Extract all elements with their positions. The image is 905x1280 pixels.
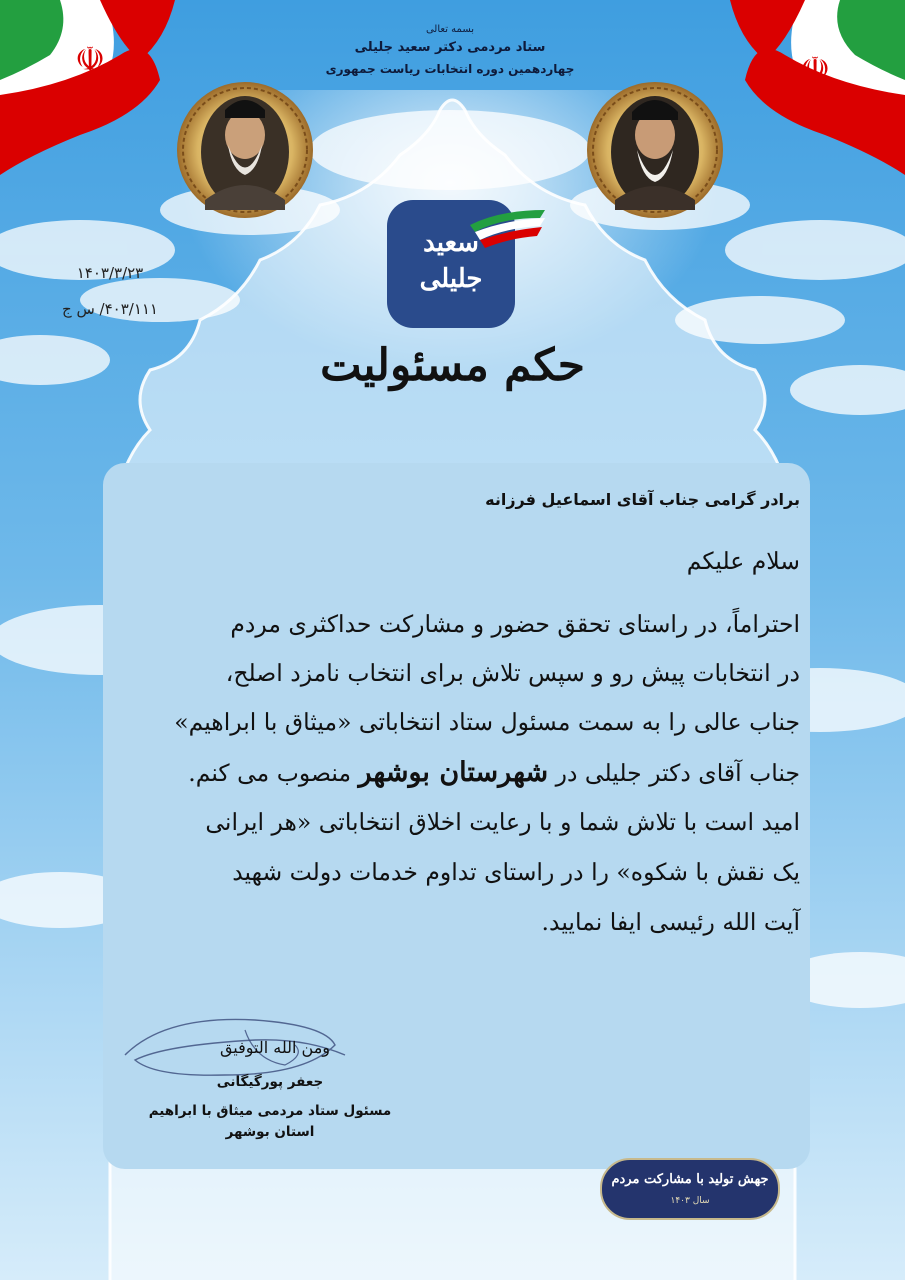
line4-before: جناب آقای دکتر جلیلی در: [548, 759, 800, 787]
letter-date: ۱۴۰۳/۳/۲۳: [76, 264, 144, 282]
footer-badge-text: جهش تولید با مشارکت مردم: [611, 1172, 769, 1187]
logo-text-line1: سعید: [423, 228, 479, 258]
letter-line-6: یک نقش با شکوه» را در راستای تداوم خدمات دولت شهید: [232, 858, 800, 886]
letter-number: ۴۰۳/۱۱۱/ س ج: [62, 300, 158, 318]
letter-line-4: [125, 757, 800, 788]
signer-title-line2: استان بوشهر: [225, 1124, 315, 1140]
letter-line-3: جناب عالی را به سمت مسئول ستاد انتخاباتی «میثاق با ابراهیم»: [174, 708, 800, 736]
logo-text-line2: جلیلی: [419, 264, 483, 294]
left-flag-emblem-icon: ☫: [74, 40, 106, 80]
election-title: چهاردهمین دوره انتخابات ریاست جمهوری: [325, 62, 575, 76]
letter-line-1: احتراماً، در راستای تحقق حضور و مشارکت حداکثری مردم: [230, 610, 800, 638]
bismillah: بسمه تعالی: [425, 24, 475, 35]
footer-badge-year: سال ۱۴۰۳: [670, 1196, 710, 1206]
right-flag-emblem-icon: ☫: [799, 50, 831, 90]
letter-line-7: آیت الله رئیسی ایفا نمایید.: [541, 908, 800, 936]
line4-after: منصوب می کنم.: [188, 759, 359, 787]
signer-name: جعفر پورگیگانی: [216, 1074, 324, 1090]
letter-line-2: در انتخابات پیش رو و سپس تلاش برای انتخاب نامزد اصلح،: [225, 659, 800, 687]
footer-badge: [600, 1158, 780, 1220]
right-portrait-frame: [587, 82, 723, 218]
letter-line-5: امید است با تلاش شما و با رعایت اخلاق انتخاباتی «هر ایرانی: [205, 808, 800, 836]
page-title: حکم مسئولیت: [320, 340, 585, 391]
signer-title-line1: مسئول ستاد مردمی میثاق با ابراهیم: [148, 1103, 392, 1119]
hq-name: ستاد مردمی دکتر سعید جلیلی: [354, 40, 546, 55]
recipient: برادر گرامی جناب آقای اسماعیل فرزانه: [485, 490, 800, 509]
left-portrait-frame: [177, 82, 313, 218]
greeting: سلام علیکم: [686, 547, 800, 575]
closing-phrase: ومن الله التوفیق: [219, 1038, 331, 1057]
city-highlight: شهرستان بوشهر: [358, 757, 549, 788]
